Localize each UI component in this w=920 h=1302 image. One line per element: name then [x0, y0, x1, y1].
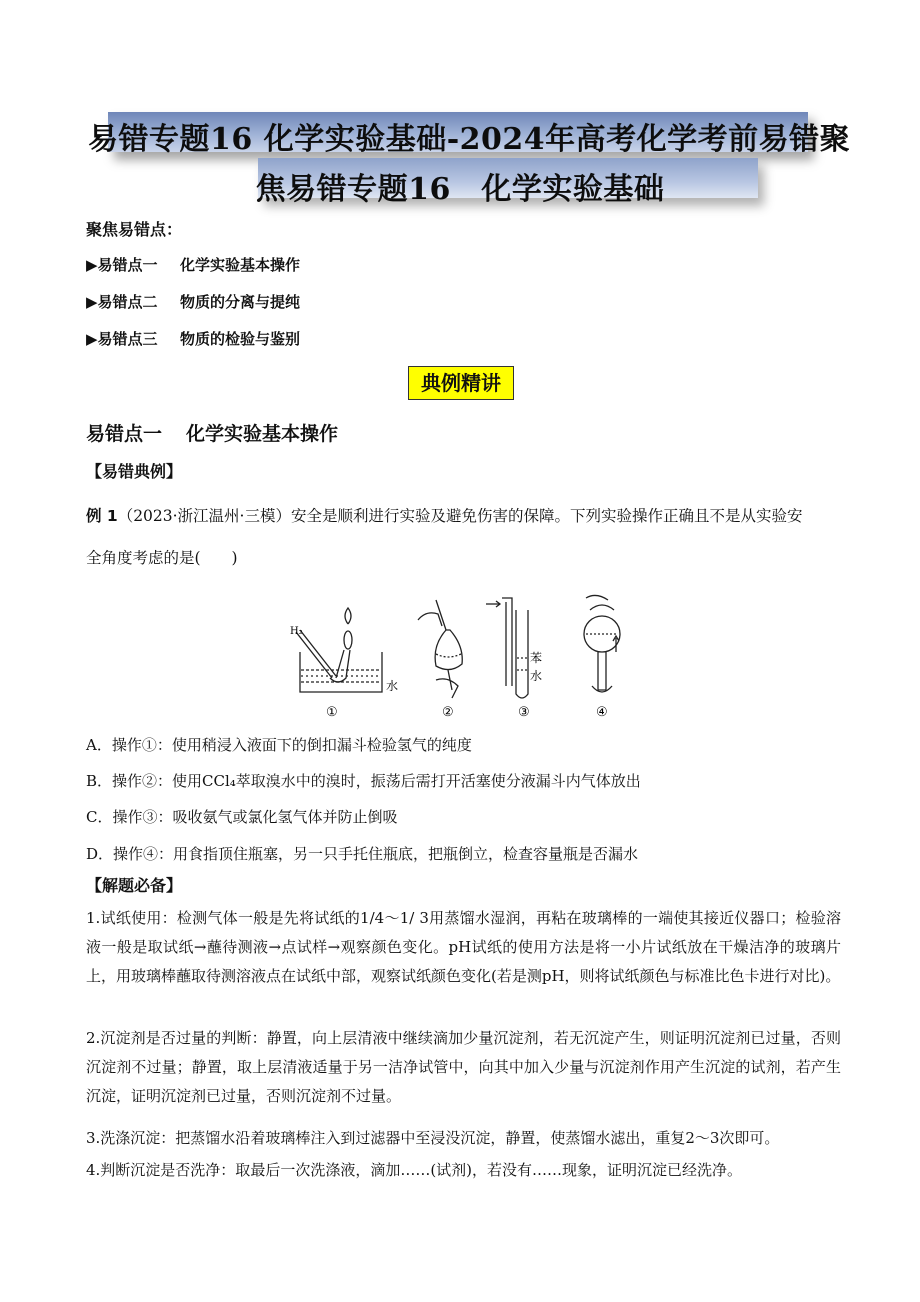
water-label-1: 水 — [386, 679, 399, 693]
option-a: A．操作①：使用稍浸入液面下的倒扣漏斗检验氢气的纯度 — [86, 736, 472, 754]
h2-label: H₂ — [290, 626, 303, 637]
focus-item-3 — [86, 328, 300, 349]
apparatus-2 — [418, 600, 462, 698]
title-block — [88, 108, 851, 207]
document-title-line-2: 焦易错专题16 化学实验基础 — [255, 172, 665, 207]
focus-item-label: ▶易错点三 — [86, 330, 158, 348]
focus-item-label: ▶易错点一 — [86, 256, 158, 274]
example-tag: 【易错典例】 — [86, 462, 183, 481]
focus-item-text: 化学实验基本操作 — [180, 256, 301, 274]
focus-item-1 — [86, 254, 300, 275]
solution-paragraph-1: 1.试纸使用：检测气体一般是先将试纸的1/4～1/ 3用蒸馏水湿润，再粘在玻璃棒的一端使其接近仪器口；检验溶液一般是取试纸→蘸待测液→点试样→观察颜色变化。pH试纸的使用方法是将一小片试纸放在干燥洁净的玻璃片上，用玻璃棒蘸取待测溶液点在试纸中部，观察试纸颜色变化(若是测pH，则将试纸颜色与标准比色卡进行对比)。 — [86, 909, 841, 985]
option-b: B．操作②：使用CCl₄萃取溴水中的溴时，振荡后需打开活塞使分液漏斗内气体放出 — [86, 772, 641, 790]
apparatus-figure — [286, 590, 636, 720]
section-label: 易错点一 — [86, 423, 163, 445]
apparatus-1 — [296, 608, 382, 692]
question-line-1 — [86, 498, 846, 534]
section-title: 化学实验基本操作 — [186, 423, 339, 445]
focus-item-label: ▶易错点二 — [86, 293, 158, 311]
solution-paragraph-3: 3.洗涤沉淀：把蒸馏水沿着玻璃棒注入到过滤器中至浸没沉淀，静置，使蒸馏水滤出，重复2～3次即可。 — [86, 1129, 780, 1147]
solution-paragraph-4: 4.判断沉淀是否洗净：取最后一次洗涤液，滴加……(试剂)，若没有……现象，证明沉淀已经洗净。 — [86, 1161, 743, 1179]
benzene-label: 苯 — [530, 651, 543, 665]
apparatus-3 — [486, 598, 528, 698]
document-title-line-1: 易错专题16 化学实验基础-2024年高考化学考前易错聚 — [88, 122, 851, 157]
focus-item-text: 物质的检验与鉴别 — [180, 330, 301, 348]
question-number: 例 1 — [86, 507, 118, 525]
figure-number-1: ① — [326, 705, 338, 720]
question-line-2: 全角度考虑的是( ) — [86, 549, 238, 567]
figure-number-3: ③ — [518, 705, 530, 720]
example-badge: 典例精讲 — [408, 366, 514, 400]
water-label-3: 水 — [530, 669, 543, 683]
option-d: D．操作④：用食指顶住瓶塞，另一只手托住瓶底，把瓶倒立，检查容量瓶是否漏水 — [86, 845, 639, 863]
section-heading — [86, 419, 338, 446]
question-text: （2023·浙江温州·三模）安全是顺利进行实验及避免伤害的保障。下列实验操作正确且不是从实验安 — [117, 507, 803, 525]
option-c: C．操作③：吸收氨气或氯化氢气体并防止倒吸 — [86, 808, 398, 826]
solution-tag: 【解题必备】 — [86, 876, 183, 895]
focus-item-2 — [86, 291, 300, 312]
focus-heading: 聚焦易错点： — [86, 220, 183, 239]
figure-number-4: ④ — [596, 705, 608, 720]
figure-number-2: ② — [442, 705, 454, 720]
focus-item-text: 物质的分离与提纯 — [180, 293, 301, 311]
solution-paragraph-2: 2.沉淀剂是否过量的判断：静置，向上层清液中继续滴加少量沉淀剂，若无沉淀产生，则证明沉淀剂已过量，否则沉淀剂不过量；静置，取上层清液适量于另一洁净试管中，向其中加入少量与沉淀剂作用产生沉淀的试剂，若产生沉淀，证明沉淀剂已过量，否则沉淀剂不过量。 — [86, 1029, 841, 1105]
apparatus-4 — [584, 595, 620, 692]
